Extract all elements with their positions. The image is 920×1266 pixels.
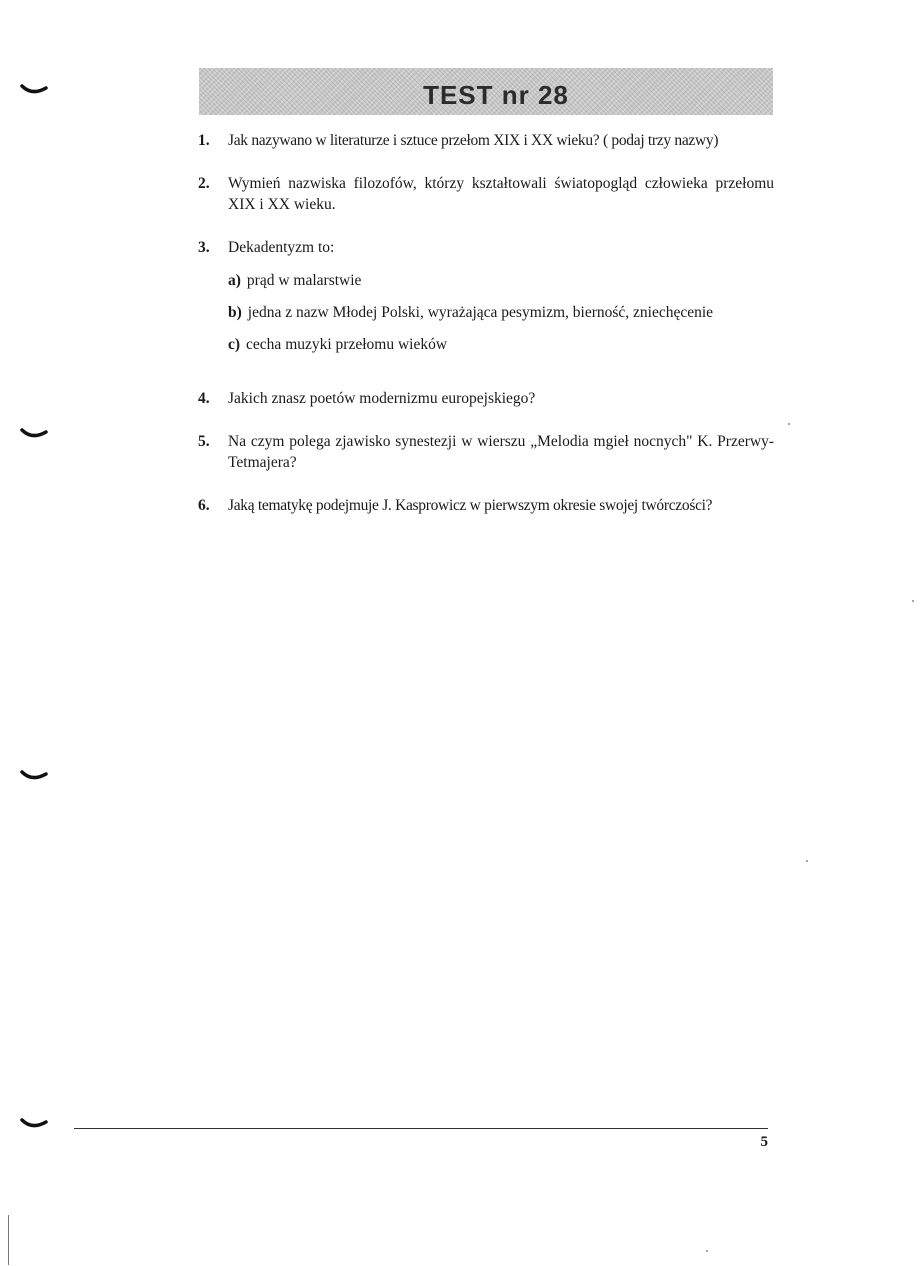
binder-mark [20, 770, 48, 784]
question-list [198, 130, 774, 538]
answer-option [228, 302, 774, 323]
option-text: cecha muzyki przełomu wieków [246, 336, 448, 353]
question-text: Na czym polega zjawisko synestezji w wierszu „Melodia mgieł nocnych" K. Przerwy-Tetmajera? [228, 433, 774, 471]
question-item [198, 495, 774, 516]
scan-edge [8, 1215, 9, 1265]
question-number: 1. [198, 132, 210, 149]
option-letter: c) [228, 336, 241, 353]
option-text: prąd w malarstwie [246, 272, 362, 289]
question-text: Jakich znasz poetów modernizmu europejskiego? [228, 390, 536, 407]
question-body [228, 237, 774, 366]
header-band [199, 68, 773, 115]
scan-speck [788, 423, 790, 425]
option-letter: b) [228, 304, 242, 321]
scan-speck [912, 600, 914, 602]
question-item [198, 237, 774, 366]
footer-rule [74, 1128, 768, 1129]
question-item [198, 431, 774, 473]
question-item [198, 130, 774, 151]
answer-option [228, 334, 774, 355]
question-number: 2. [198, 175, 210, 192]
question-text: Dekadentyzm to: [228, 239, 335, 256]
question-number: 5. [198, 433, 210, 450]
scan-speck [806, 860, 808, 862]
question-number: 3. [198, 239, 210, 256]
page-number: 5 [760, 1134, 768, 1150]
answer-option [228, 270, 774, 291]
question-number: 4. [198, 390, 210, 407]
question-text: Wymień nazwiska filozofów, którzy kształtowali światopogląd człowieka przełomu XIX i XX wieku. [228, 175, 774, 213]
binder-mark [20, 428, 48, 442]
binder-mark [20, 84, 48, 98]
binder-mark [20, 1118, 48, 1132]
question-item [198, 388, 774, 409]
option-text: jedna z nazw Młodej Polski, wyrażająca pesymizm, bierność, zniechęcenie [247, 304, 714, 321]
test-title: TEST nr 28 [423, 80, 569, 110]
question-text: Jak nazywano w literaturze i sztuce przełom XIX i XX wieku? ( podaj trzy nazwy) [228, 132, 719, 149]
question-text: Jaką tematykę podejmuje J. Kasprowicz w pierwszym okresie swojej twórczości? [228, 497, 713, 514]
question-item [198, 173, 774, 215]
question-number: 6. [198, 497, 210, 514]
answer-options [228, 270, 774, 355]
scan-speck [706, 1250, 708, 1252]
option-letter: a) [228, 272, 241, 289]
